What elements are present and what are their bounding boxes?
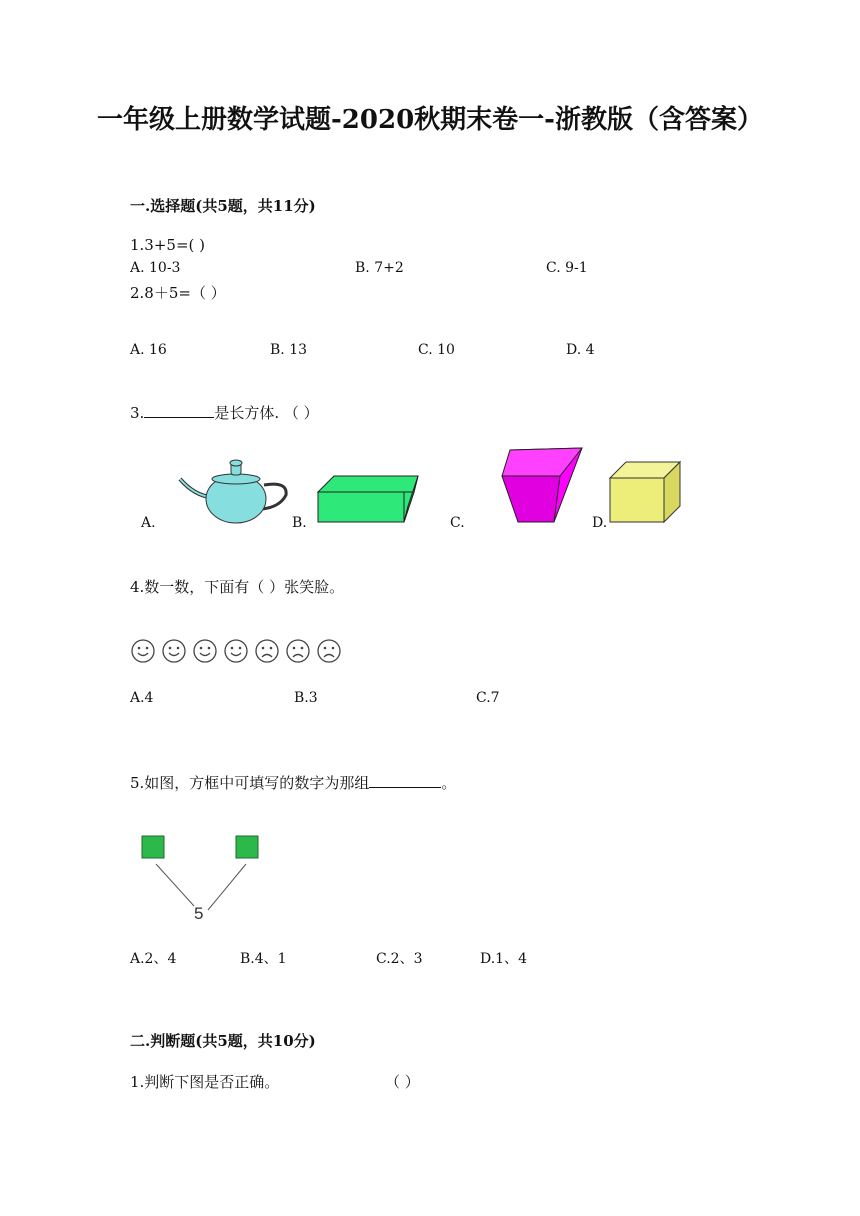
question-2-stem: 2.8＋5=（ ） <box>130 284 226 302</box>
smiley-face-icon <box>223 638 252 664</box>
yellow-cube-image <box>606 458 682 526</box>
faces-row <box>130 638 347 664</box>
teapot-image <box>176 455 294 529</box>
left-box <box>142 836 164 858</box>
question-1-option-c: C. 9-1 <box>546 260 588 276</box>
question-4-stem: 4.数一数，下面有（ ）张笑脸。 <box>130 578 345 596</box>
frowning-face-icon <box>254 638 283 664</box>
right-box <box>236 836 258 858</box>
answer-blank <box>144 403 214 418</box>
question-5-stem <box>130 772 456 793</box>
answer-blank <box>369 773 441 788</box>
question-3-option-a: A. <box>141 515 156 531</box>
smiley-face-icon <box>161 638 190 664</box>
question-3-option-d: D. <box>592 515 608 531</box>
question-5-option-a: A.2、4 <box>130 951 177 967</box>
question-4-option-c: C.7 <box>476 690 500 706</box>
smiley-face-icon <box>130 638 159 664</box>
frowning-face-icon <box>285 638 314 664</box>
section-heading-choice: 一.选择题(共5题，共11分) <box>130 197 316 215</box>
magenta-frustum-image <box>494 446 588 526</box>
question-1-stem: 1.3+5=( ) <box>130 236 206 254</box>
green-cuboid-image <box>310 470 422 526</box>
question-1-option-b: B. 7+2 <box>355 260 404 276</box>
split-number: 5 <box>194 904 204 923</box>
frowning-face-icon <box>316 638 345 664</box>
smiley-face-icon <box>192 638 221 664</box>
judgment-1-paren: （ ） <box>385 1073 420 1091</box>
question-3-option-b: B. <box>292 515 307 531</box>
question-4-option-b: B.3 <box>294 690 318 706</box>
number-split-diagram <box>140 834 264 926</box>
question-3-option-c: C. <box>450 515 465 531</box>
question-5-stem-prefix: 5.如图，方框中可填写的数字为那组 <box>130 774 370 792</box>
question-5-option-b: B.4、1 <box>240 951 287 967</box>
question-2-option-a: A. 16 <box>130 342 167 358</box>
question-4-option-a: A.4 <box>130 690 154 706</box>
question-2-option-c: C. 10 <box>418 342 455 358</box>
question-2-option-d: D. 4 <box>566 342 595 358</box>
page-title: 一年级上册数学试题-2020秋期末卷一-浙教版（含答案） <box>97 105 763 135</box>
question-1-option-a: A. 10-3 <box>130 260 181 276</box>
question-5-stem-suffix: 。 <box>441 774 457 792</box>
section-heading-judgment: 二.判断题(共5题，共10分) <box>130 1032 316 1050</box>
question-3-stem-suffix: 是长方体. （ ） <box>214 404 319 422</box>
question-3-stem <box>130 402 319 423</box>
judgment-1-stem: 1.判断下图是否正确。 <box>130 1073 280 1091</box>
question-5-option-c: C.2、3 <box>376 951 423 967</box>
question-2-option-b: B. 13 <box>270 342 308 358</box>
question-5-option-d: D.1、4 <box>480 951 527 967</box>
question-3-stem-prefix: 3. <box>130 404 145 422</box>
